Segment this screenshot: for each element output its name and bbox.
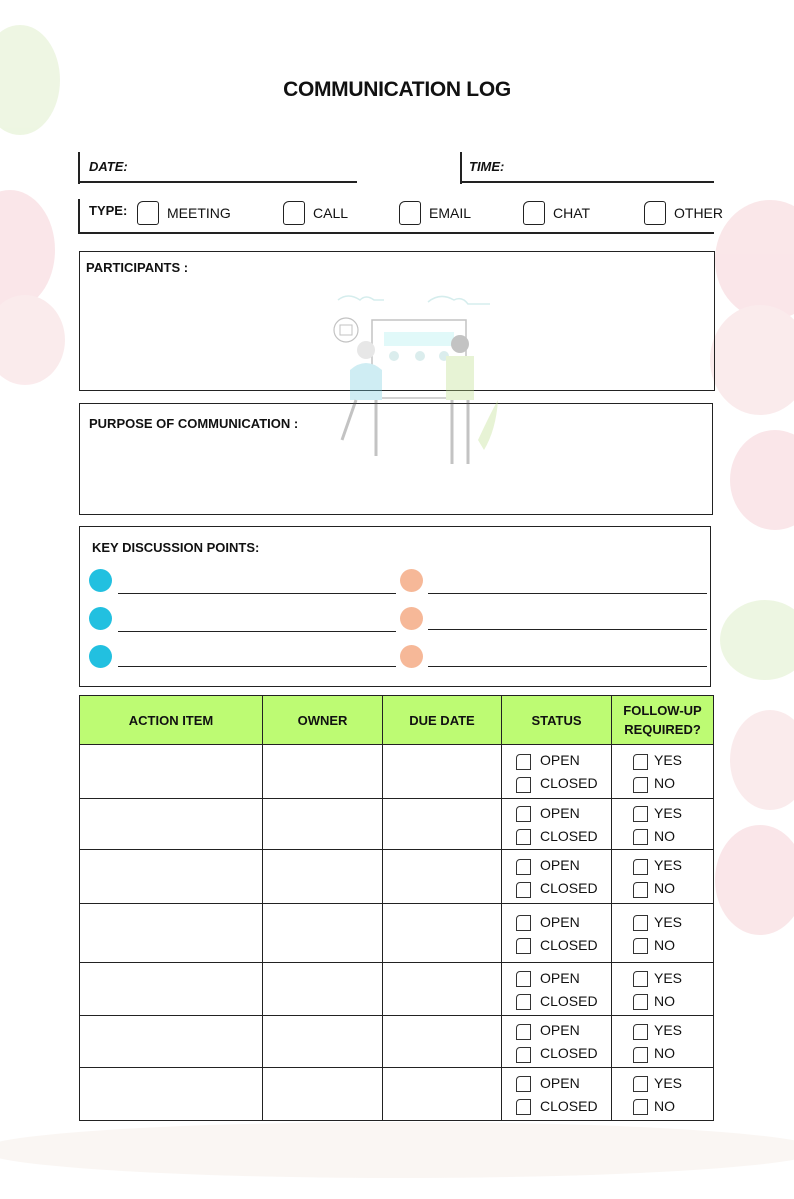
status-option-label: CLOSED — [540, 775, 598, 791]
follow-up-checkbox[interactable] — [633, 938, 648, 954]
due-date-cell[interactable] — [383, 1016, 502, 1068]
follow-up-option[interactable] — [633, 1042, 713, 1065]
status-option[interactable] — [516, 966, 611, 989]
follow-up-cell — [612, 745, 714, 799]
column-action-item: ACTION ITEM — [80, 696, 263, 745]
other-checkbox[interactable] — [644, 201, 666, 225]
status-option[interactable] — [516, 772, 611, 795]
key-point-line[interactable] — [428, 629, 707, 630]
key-point-line[interactable] — [428, 666, 707, 667]
table-row — [80, 963, 714, 1016]
type-option-call[interactable] — [283, 199, 348, 227]
meeting-label: MEETING — [167, 205, 231, 221]
follow-up-option-label: YES — [654, 969, 683, 986]
status-option[interactable] — [516, 1019, 611, 1042]
type-option-meeting[interactable] — [137, 199, 231, 227]
status-checkbox[interactable] — [516, 1047, 531, 1063]
type-underline — [78, 232, 714, 234]
follow-up-option[interactable] — [633, 966, 713, 989]
table-row — [80, 799, 714, 850]
bullet-blue-2 — [89, 607, 112, 630]
status-checkbox[interactable] — [516, 971, 531, 987]
follow-up-cell — [612, 1016, 714, 1068]
page-title: COMMUNICATION LOG — [283, 78, 511, 101]
status-checkbox[interactable] — [516, 938, 531, 954]
status-option[interactable] — [516, 1071, 611, 1094]
follow-up-option[interactable] — [633, 877, 713, 900]
status-option-label: CLOSED — [540, 1045, 598, 1061]
key-point-line[interactable] — [118, 593, 396, 594]
follow-up-option[interactable] — [633, 854, 713, 877]
status-option-label: CLOSED — [540, 1097, 598, 1114]
status-cell — [502, 745, 612, 799]
date-underline[interactable] — [78, 181, 357, 183]
status-cell — [502, 850, 612, 904]
status-option[interactable] — [516, 989, 611, 1012]
table-row — [80, 1068, 714, 1121]
time-divider — [460, 152, 462, 184]
owner-cell[interactable] — [263, 963, 383, 1016]
time-underline[interactable] — [460, 181, 714, 183]
meeting-checkbox[interactable] — [137, 201, 159, 225]
follow-up-option-label: YES — [654, 752, 683, 768]
status-checkbox[interactable] — [516, 994, 531, 1010]
type-option-chat[interactable] — [523, 199, 590, 227]
owner-cell[interactable] — [263, 1016, 383, 1068]
chat-checkbox[interactable] — [523, 201, 545, 225]
due-date-cell[interactable] — [383, 904, 502, 963]
follow-up-option[interactable] — [633, 933, 713, 956]
participants-label: PARTICIPANTS : — [86, 260, 189, 275]
status-checkbox[interactable] — [516, 806, 531, 822]
follow-up-option-label: YES — [654, 913, 683, 930]
status-option[interactable] — [516, 801, 611, 824]
chat-label: CHAT — [553, 205, 591, 221]
call-label: CALL — [313, 205, 349, 221]
email-checkbox[interactable] — [399, 201, 421, 225]
follow-up-option[interactable] — [633, 801, 713, 824]
owner-cell[interactable] — [263, 1068, 383, 1121]
follow-up-option-label: NO — [654, 1097, 675, 1114]
status-option[interactable] — [516, 933, 611, 956]
status-option-label: CLOSED — [540, 992, 598, 1009]
follow-up-checkbox[interactable] — [633, 971, 648, 987]
bullet-peach-2 — [400, 607, 423, 630]
follow-up-cell — [612, 904, 714, 963]
follow-up-cell — [612, 1068, 714, 1121]
follow-up-option-label: NO — [654, 1045, 675, 1061]
column-status: STATUS — [502, 696, 612, 745]
status-checkbox[interactable] — [516, 1099, 531, 1115]
time-label: TIME: — [469, 159, 505, 174]
follow-up-option-label: NO — [654, 936, 675, 953]
status-option-label: OPEN — [540, 804, 580, 821]
status-option[interactable] — [516, 749, 611, 772]
date-divider — [78, 152, 80, 184]
action-item-cell[interactable] — [80, 1016, 263, 1068]
status-checkbox[interactable] — [516, 1024, 531, 1040]
follow-up-cell — [612, 850, 714, 904]
follow-up-checkbox[interactable] — [633, 915, 648, 931]
due-date-cell[interactable] — [383, 799, 502, 850]
bullet-peach-1 — [400, 569, 423, 592]
status-option[interactable] — [516, 824, 611, 847]
type-divider — [78, 199, 80, 233]
status-cell — [502, 963, 612, 1016]
follow-up-option[interactable] — [633, 910, 713, 933]
status-option[interactable] — [516, 1042, 611, 1065]
follow-up-option-label: YES — [654, 804, 683, 821]
owner-cell[interactable] — [263, 904, 383, 963]
follow-up-checkbox[interactable] — [633, 1099, 648, 1115]
follow-up-option[interactable] — [633, 1071, 713, 1094]
column-due-date: DUE DATE — [383, 696, 502, 745]
due-date-cell[interactable] — [383, 1068, 502, 1121]
follow-up-option[interactable] — [633, 749, 713, 772]
action-item-cell[interactable] — [80, 1068, 263, 1121]
follow-up-option[interactable] — [633, 989, 713, 1012]
table-row — [80, 1016, 714, 1068]
follow-up-checkbox[interactable] — [633, 994, 648, 1010]
column-follow-up: FOLLOW-UP REQUIRED? — [612, 696, 714, 745]
status-cell — [502, 1068, 612, 1121]
follow-up-checkbox[interactable] — [633, 806, 648, 822]
follow-up-option-label: YES — [654, 1074, 683, 1091]
status-option-label: CLOSED — [540, 827, 598, 844]
column-owner: OWNER — [263, 696, 383, 745]
email-label: EMAIL — [429, 205, 472, 221]
table-row — [80, 745, 714, 799]
follow-up-option-label: NO — [654, 827, 675, 844]
bullet-blue-3 — [89, 645, 112, 668]
status-option-label: OPEN — [540, 857, 580, 873]
follow-up-option[interactable] — [633, 772, 713, 795]
follow-up-option-label: NO — [654, 992, 675, 1009]
key-point-line[interactable] — [118, 666, 396, 667]
owner-cell[interactable] — [263, 850, 383, 904]
follow-up-option[interactable] — [633, 824, 713, 847]
status-checkbox[interactable] — [516, 882, 531, 898]
status-option-label: OPEN — [540, 752, 580, 768]
action-item-cell[interactable] — [80, 745, 263, 799]
status-option-label: CLOSED — [540, 936, 598, 953]
follow-up-checkbox[interactable] — [633, 829, 648, 845]
follow-up-option-label: NO — [654, 775, 675, 791]
status-checkbox[interactable] — [516, 829, 531, 845]
owner-cell[interactable] — [263, 799, 383, 850]
action-items-table — [79, 695, 714, 1121]
status-option-label: CLOSED — [540, 880, 598, 896]
key-point-line[interactable] — [118, 631, 396, 632]
follow-up-checkbox[interactable] — [633, 777, 648, 793]
follow-up-option-label: NO — [654, 880, 675, 896]
follow-up-option-label: YES — [654, 1022, 683, 1038]
type-option-email[interactable] — [399, 199, 471, 227]
status-cell — [502, 799, 612, 850]
follow-up-option-label: YES — [654, 857, 683, 873]
owner-cell[interactable] — [263, 745, 383, 799]
call-checkbox[interactable] — [283, 201, 305, 225]
due-date-cell[interactable] — [383, 745, 502, 799]
status-option-label: OPEN — [540, 913, 580, 930]
status-option[interactable] — [516, 910, 611, 933]
status-cell — [502, 1016, 612, 1068]
status-option[interactable] — [516, 854, 611, 877]
table-header-row — [80, 696, 714, 745]
status-option-label: OPEN — [540, 1074, 580, 1091]
follow-up-checkbox[interactable] — [633, 1076, 648, 1092]
action-item-cell[interactable] — [80, 904, 263, 963]
follow-up-checkbox[interactable] — [633, 754, 648, 770]
status-checkbox[interactable] — [516, 859, 531, 875]
key-points-label: KEY DISCUSSION POINTS: — [92, 540, 260, 555]
follow-up-checkbox[interactable] — [633, 1047, 648, 1063]
purpose-label: PURPOSE OF COMMUNICATION : — [89, 416, 299, 431]
bullet-peach-3 — [400, 645, 423, 668]
follow-up-cell — [612, 963, 714, 1016]
follow-up-checkbox[interactable] — [633, 1024, 648, 1040]
status-checkbox[interactable] — [516, 754, 531, 770]
due-date-cell[interactable] — [383, 850, 502, 904]
status-option-label: OPEN — [540, 969, 580, 986]
status-option[interactable] — [516, 1094, 611, 1117]
status-checkbox[interactable] — [516, 777, 531, 793]
due-date-cell[interactable] — [383, 963, 502, 1016]
follow-up-checkbox[interactable] — [633, 882, 648, 898]
key-point-line[interactable] — [428, 593, 707, 594]
status-checkbox[interactable] — [516, 915, 531, 931]
table-row — [80, 904, 714, 963]
status-checkbox[interactable] — [516, 1076, 531, 1092]
status-option[interactable] — [516, 877, 611, 900]
date-label: DATE: — [89, 159, 128, 174]
type-option-other[interactable] — [644, 199, 723, 227]
bullet-blue-1 — [89, 569, 112, 592]
follow-up-checkbox[interactable] — [633, 859, 648, 875]
other-label: OTHER — [674, 205, 723, 221]
type-label: TYPE: — [89, 203, 128, 218]
follow-up-cell — [612, 799, 714, 850]
table-row — [80, 850, 714, 904]
status-option-label: OPEN — [540, 1022, 580, 1038]
action-item-cell[interactable] — [80, 799, 263, 850]
follow-up-option[interactable] — [633, 1019, 713, 1042]
action-item-cell[interactable] — [80, 963, 263, 1016]
action-item-cell[interactable] — [80, 850, 263, 904]
follow-up-option[interactable] — [633, 1094, 713, 1117]
status-cell — [502, 904, 612, 963]
